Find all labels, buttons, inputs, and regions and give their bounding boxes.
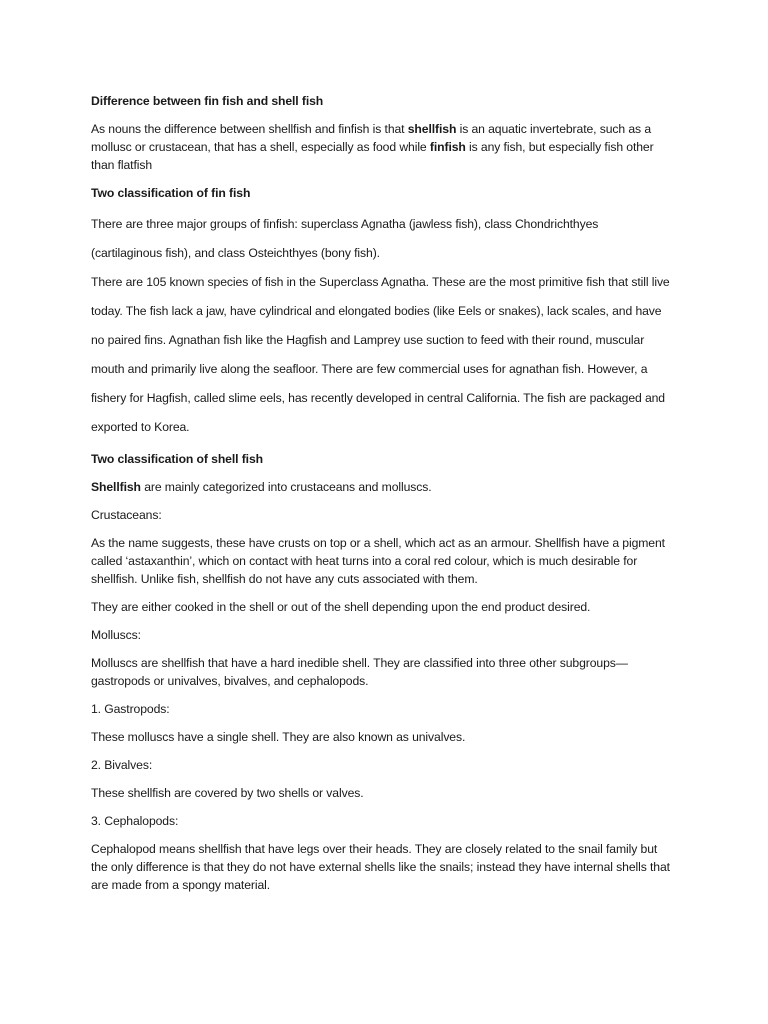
document-title: Difference between fin fish and shell fish: [91, 94, 324, 108]
intro-text-3: is any fish, but especially fish other than flatfish: [91, 140, 654, 172]
gastropods-paragraph: These molluscs have a single shell. They are also known as univalves.: [91, 730, 466, 744]
intro-paragraph: [91, 120, 671, 174]
agnatha-paragraph: There are 105 known species of fish in the Superclass Agnatha. These are the most primitive fish that still live today. The fish lack a jaw, have cylindrical and elongated bodies (like Eels or snakes), lack scales, and have no paired fins. Agnathan fish like the Hagfish and Lamprey use suction to feed with their round, muscular mouth and primarily live along the seafloor. There are few commercial uses for agnathan fish. However, a fishery for Hagfish, called slime eels, has recently developed in central California. The fish are packaged and exported to Korea.: [91, 275, 670, 434]
fin-fish-heading: Two classification of fin fish: [91, 186, 251, 200]
crustaceans-paragraph: As the name suggests, these have crusts on top or a shell, which act as an armour. Shellfish have a pigment called ‘astaxanthin’, which on contact with heat turns into a coral red colour, which is much desirable for shellfish. Unlike fish, shellfish do not have any cuts associated with them.: [91, 536, 665, 586]
crustaceans-cooking-paragraph: They are either cooked in the shell or out of the shell depending upon the end product desired.: [91, 600, 591, 614]
intro-term-shellfish: shellfish: [407, 122, 457, 136]
cephalopods-heading: 3. Cephalopods:: [91, 814, 179, 828]
fin-groups-paragraph: There are three major groups of finfish: superclass Agnatha (jawless fish), class Chondrichthyes (cartilaginous fish), and class Osteichthyes (bony fish).: [91, 217, 599, 260]
molluscs-heading: Molluscs:: [91, 628, 141, 642]
intro-text-2: is an aquatic invertebrate, such as a mollusc or crustacean, that has a shell, especially as food while: [91, 122, 651, 154]
molluscs-paragraph: Molluscs are shellfish that have a hard inedible shell. They are classified into three other subgroups— gastropods or univalves, bivalves, and cephalopods.: [91, 656, 628, 688]
intro-term-finfish: finfish: [429, 140, 466, 154]
document-page: [91, 92, 671, 894]
shellfish-category-text: are mainly categorized into crustaceans and molluscs.: [140, 480, 432, 494]
crustaceans-heading: Crustaceans:: [91, 508, 162, 522]
bivalves-paragraph: These shellfish are covered by two shells or valves.: [91, 786, 364, 800]
shellfish-category-paragraph: [91, 478, 671, 496]
gastropods-heading: 1. Gastropods:: [91, 702, 170, 716]
shellfish-term: Shellfish: [91, 480, 141, 494]
shell-fish-heading: Two classification of shell fish: [91, 452, 263, 466]
intro-text-1: As nouns the difference between shellfish and finfish is that: [91, 122, 408, 136]
cephalopods-paragraph: Cephalopod means shellfish that have legs over their heads. They are closely related to the snail family but the only difference is that they do not have external shells like the snails; instead they have internal shells that are made from a spongy material.: [91, 842, 670, 892]
bivalves-heading: 2. Bivalves:: [91, 758, 153, 772]
